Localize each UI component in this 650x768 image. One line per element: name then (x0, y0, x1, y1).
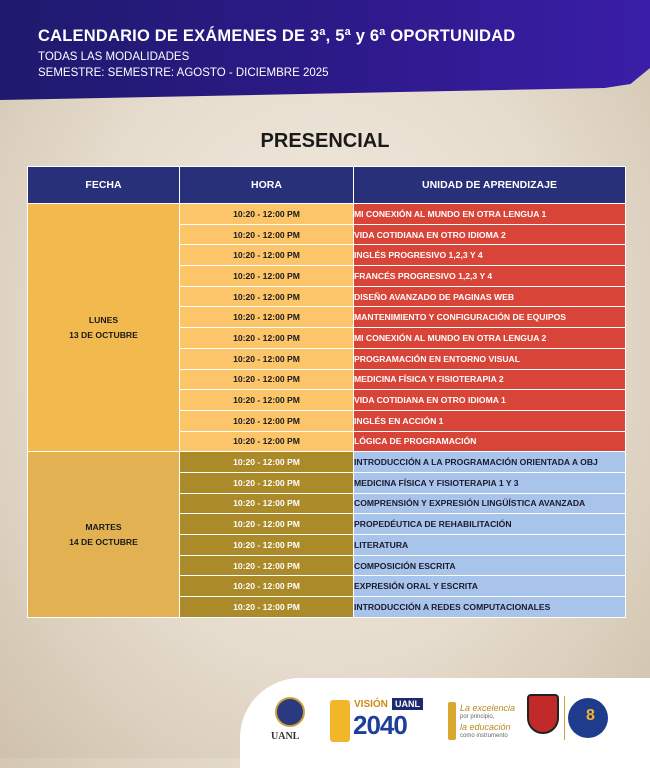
date-cell (28, 204, 180, 452)
unit-cell: INGLÉS EN ACCIÓN 1 (354, 410, 626, 431)
unit-cell: INTRODUCCIÓN A REDES COMPUTACIONALES (354, 597, 626, 618)
section-title: PRESENCIAL (260, 130, 390, 152)
vision-uanl-label: UANL (392, 698, 423, 710)
time-cell: 10:20 - 12:00 PM (180, 472, 354, 493)
time-cell: 10:20 - 12:00 PM (180, 535, 354, 556)
time-cell: 10:20 - 12:00 PM (180, 328, 354, 349)
header-unidad: UNIDAD DE APRENDIZAJE (354, 167, 626, 204)
excelencia-line-4: como instrumento (460, 733, 508, 739)
time-cell: 10:20 - 12:00 PM (180, 369, 354, 390)
excelencia-line-3: la educación (460, 722, 511, 732)
unit-cell: INGLÉS PROGRESIVO 1,2,3 Y 4 (354, 245, 626, 266)
modalities-line: TODAS LAS MODALIDADES (38, 51, 190, 63)
date-cell (28, 452, 180, 618)
header-fecha: FECHA (28, 167, 180, 204)
unit-cell: MI CONEXIÓN AL MUNDO EN OTRA LENGUA 2 (354, 328, 626, 349)
table-row (28, 204, 626, 225)
time-cell: 10:20 - 12:00 PM (180, 390, 354, 411)
time-cell: 10:20 - 12:00 PM (180, 245, 354, 266)
unit-cell: MANTENIMIENTO Y CONFIGURACIÓN DE EQUIPOS (354, 307, 626, 328)
time-cell: 10:20 - 12:00 PM (180, 307, 354, 328)
emblem-number: 8 (586, 707, 595, 724)
faculty-shield-icon (527, 694, 559, 734)
vision-year: 2040 (353, 710, 407, 740)
unit-cell: DISEÑO AVANZADO DE PAGINAS WEB (354, 286, 626, 307)
unit-cell: EXPRESIÓN ORAL Y ESCRITA (354, 576, 626, 597)
date-day: LUNES (88, 314, 119, 325)
time-cell: 10:20 - 12:00 PM (180, 597, 354, 618)
unit-cell: VIDA COTIDIANA EN OTRO IDIOMA 1 (354, 390, 626, 411)
torch-icon (448, 702, 456, 740)
time-cell: 10:20 - 12:00 PM (180, 204, 354, 225)
time-cell: 10:20 - 12:00 PM (180, 431, 354, 452)
time-cell: 10:20 - 12:00 PM (180, 224, 354, 245)
unit-cell: PROGRAMACIÓN EN ENTORNO VISUAL (354, 348, 626, 369)
uanl-seal-icon (275, 697, 305, 727)
time-cell: 10:20 - 12:00 PM (180, 286, 354, 307)
unit-cell: VIDA COTIDIANA EN OTRO IDIOMA 2 (354, 224, 626, 245)
date-day: MARTES (85, 521, 122, 532)
time-cell: 10:20 - 12:00 PM (180, 514, 354, 535)
unit-cell: COMPRENSIÓN Y EXPRESIÓN LINGÜÍSTICA AVANZADA (354, 493, 626, 514)
unit-cell: LÓGICA DE PROGRAMACIÓN (354, 431, 626, 452)
time-cell: 10:20 - 12:00 PM (180, 266, 354, 287)
logo-divider (564, 696, 565, 740)
semester-line: SEMESTRE: SEMESTRE: AGOSTO - DICIEMBRE 2025 (38, 67, 329, 79)
unit-cell: INTRODUCCIÓN A LA PROGRAMACIÓN ORIENTADA A OBJ (354, 452, 626, 473)
time-cell: 10:20 - 12:00 PM (180, 348, 354, 369)
time-cell: 10:20 - 12:00 PM (180, 452, 354, 473)
time-cell: 10:20 - 12:00 PM (180, 576, 354, 597)
unit-cell: MI CONEXIÓN AL MUNDO EN OTRA LENGUA 1 (354, 204, 626, 225)
unit-cell: PROPEDÉUTICA DE REHABILITACIÓN (354, 514, 626, 535)
page-title: CALENDARIO DE EXÁMENES DE 3ª, 5ª y 6ª OPORTUNIDAD (38, 27, 516, 45)
unit-cell: FRANCÉS PROGRESIVO 1,2,3 Y 4 (354, 266, 626, 287)
excelencia-line-1: La excelencia (460, 703, 516, 713)
time-cell: 10:20 - 12:00 PM (180, 555, 354, 576)
vision-label: VISIÓN (354, 699, 388, 710)
table-body (28, 204, 626, 618)
header-banner (0, 0, 650, 100)
time-cell: 10:20 - 12:00 PM (180, 493, 354, 514)
date-date: 13 DE OCTUBRE (69, 329, 138, 340)
unit-cell: MEDICINA FÍSICA Y FISIOTERAPIA 2 (354, 369, 626, 390)
header-hora: HORA (180, 167, 354, 204)
unit-cell: LITERATURA (354, 535, 626, 556)
time-cell: 10:20 - 12:00 PM (180, 410, 354, 431)
unit-cell: MEDICINA FÍSICA Y FISIOTERAPIA 1 Y 3 (354, 472, 626, 493)
excelencia-line-2: por principio, (460, 714, 495, 720)
uanl-logo-text: UANL (271, 731, 300, 742)
table-row (28, 452, 626, 473)
table-header-row (28, 167, 626, 204)
unit-cell: COMPOSICIÓN ESCRITA (354, 555, 626, 576)
exam-schedule-table (27, 166, 626, 618)
date-date: 14 DE OCTUBRE (69, 536, 138, 547)
vision-logo-icon (330, 700, 350, 742)
